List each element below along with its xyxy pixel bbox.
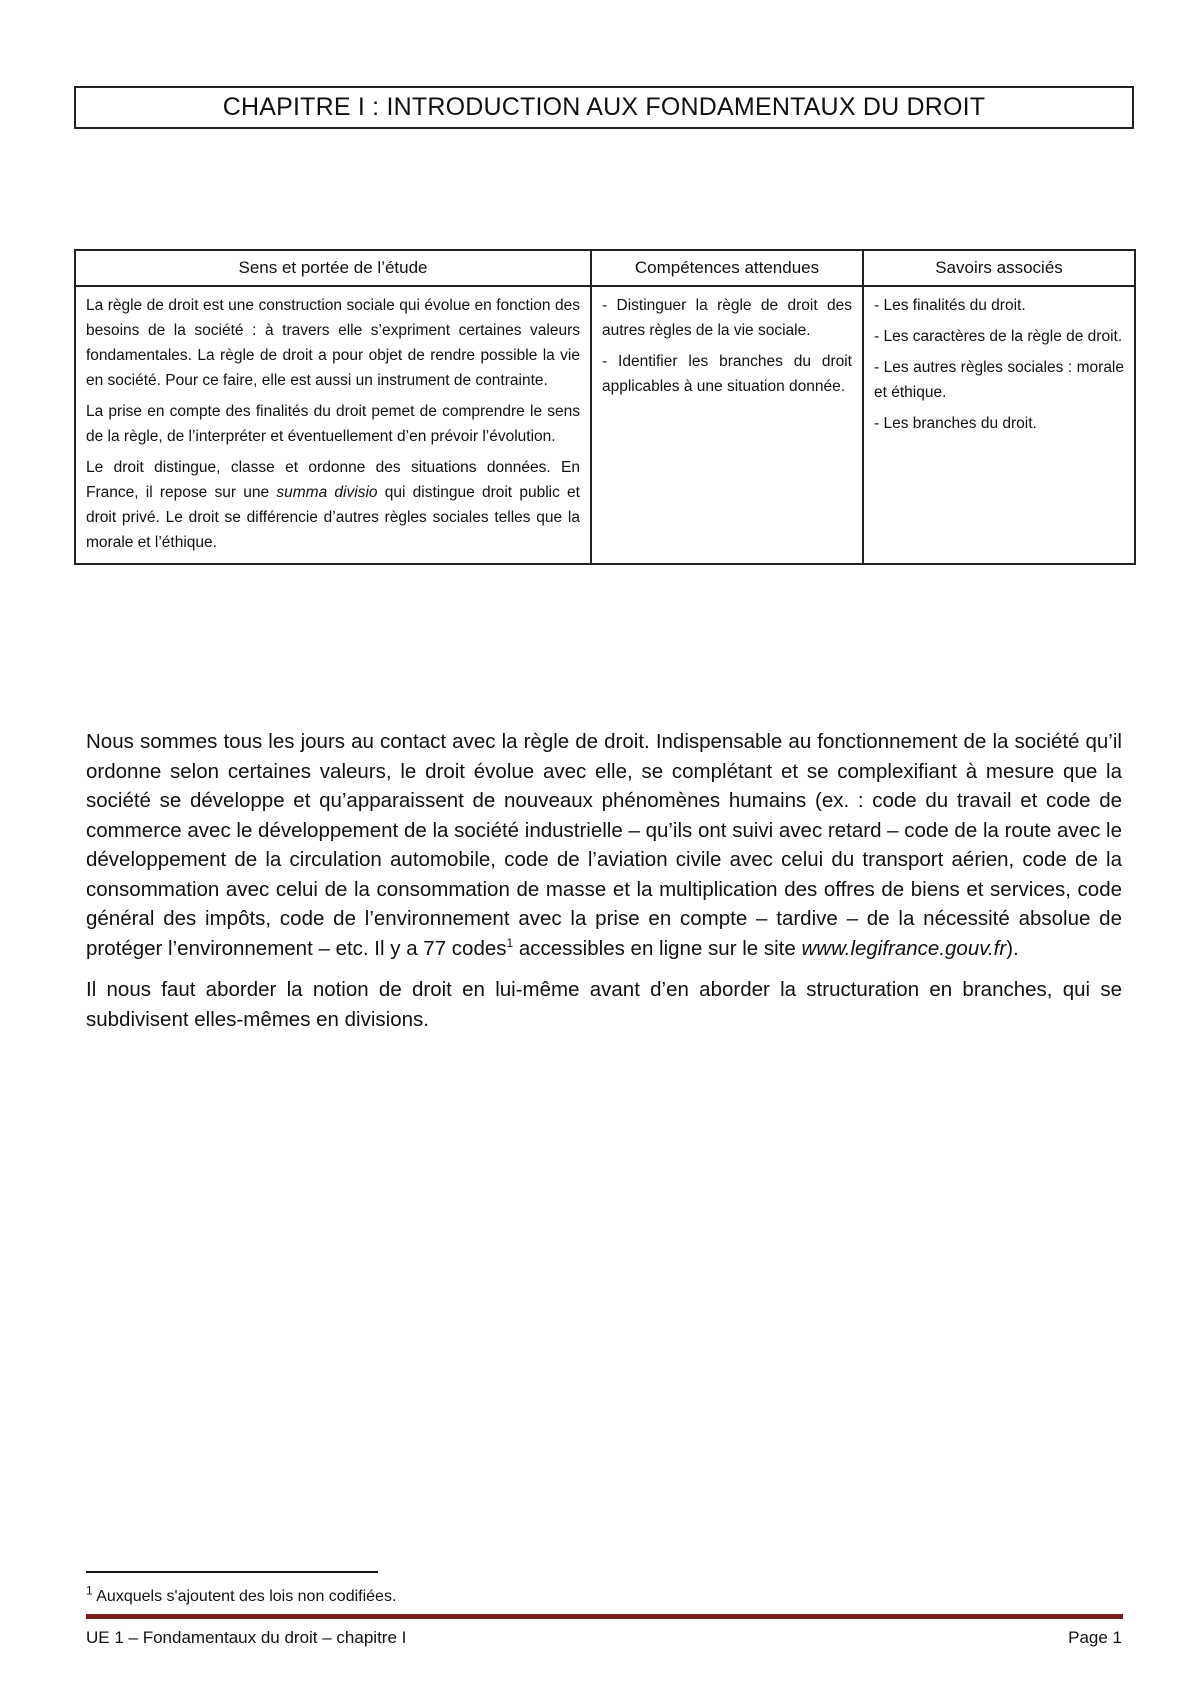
body-p1-text: Nous sommes tous les jours au contact avec la règle de droit. Indispensable au fonctionnement de la société qu’il ordonne selon certaines valeurs, le droit évolue avec elle, se complétant et se complexifiant à mesure que la société se développe et qu’apparaissent de nouveaux phénomènes humains (ex. : code du travail et code de commerce avec le développement de la société industrielle – qu’ils ont suivi avec retard – code de la route avec le développement de la circulation automobile, code de l’aviation civile avec celui du transport aérien, code de la consommation avec celui de la consommation de masse et la multiplication des offres de biens et services, code général des impôts, code de l’environnement avec la prise en compte – tardive – de la nécessité absolue de protéger l’environnement – etc. Il y a 77 codes — [86, 730, 1122, 960]
footnote-text: Auxquels s'ajoutent des lois non codifiées. — [92, 1588, 397, 1605]
savoir-item: - Les autres règles sociales : morale et éthique. — [874, 359, 1124, 401]
cell-competences — [591, 286, 863, 564]
summa-divisio-term: summa divisio — [276, 484, 378, 501]
savoir-item: - Les finalités du droit. — [874, 297, 1026, 314]
header-competences: Compétences attendues — [591, 250, 863, 286]
chapter-title-text: CHAPITRE I : INTRODUCTION AUX FONDAMENTAUX DU DROIT — [222, 93, 986, 121]
sens-paragraph-1: La règle de droit est une construction sociale qui évolue en fonction des besoins de la société : à travers elle s’expriment certaines valeurs fondamentales. La règle de droit a pour objet de rendre possible la vie en société. Pour ce faire, elle est aussi un instrument de contrainte. — [86, 297, 580, 389]
legifrance-link[interactable]: www.legifrance.gouv.fr — [801, 936, 1007, 960]
page-number: Page 1 — [1068, 1628, 1122, 1647]
sens-paragraph-2: La prise en compte des finalités du droit pemet de comprendre le sens de la règle, de l’interpréter et éventuellement d’en prévoir l’évolution. — [86, 403, 580, 445]
savoir-item: - Les caractères de la règle de droit. — [874, 328, 1123, 345]
body-text — [86, 727, 1122, 1046]
footnote-ref[interactable]: 1 — [506, 935, 514, 950]
table-row — [75, 286, 1135, 564]
table-header-row — [75, 250, 1135, 286]
sens-p3-end: qui distingue droit public et droit privé. Le droit se différencie d’autres règles sociales telles que la morale et l’éthique. — [86, 484, 580, 551]
body-paragraph-1 — [86, 727, 1122, 963]
chapter-title — [74, 86, 1134, 129]
sens-paragraph-3 — [86, 455, 580, 555]
sens-p3-start: Le droit distingue, classe et ordonne des situations données. En France, il repose sur une — [86, 459, 580, 501]
header-sens-portee: Sens et portée de l’étude — [75, 250, 591, 286]
footer-course-label: UE 1 – Fondamentaux du droit – chapitre I — [86, 1628, 407, 1647]
footnote-separator — [86, 1571, 378, 1573]
footnote-number: 1 — [86, 1583, 93, 1598]
body-p1-after-sup: accessibles en ligne sur le site — [513, 936, 802, 960]
footnote — [86, 1583, 397, 1606]
competence-item: - Distinguer la règle de droit des autres règles de la vie sociale. — [602, 297, 852, 339]
body-p1-end: ). — [1006, 936, 1019, 960]
cell-sens-portee — [75, 286, 591, 564]
competence-item: - Identifier les branches du droit applicables à une situation donnée. — [602, 353, 852, 395]
savoir-item: - Les branches du droit. — [874, 415, 1037, 432]
cell-savoirs — [863, 286, 1135, 564]
header-savoirs: Savoirs associés — [863, 250, 1135, 286]
program-table — [74, 249, 1136, 565]
footer-divider — [86, 1614, 1123, 1619]
body-paragraph-2: Il nous faut aborder la notion de droit en lui-même avant d’en aborder la structuration en branches, qui se subdivisent elles-mêmes en divisions. — [86, 978, 1122, 1031]
